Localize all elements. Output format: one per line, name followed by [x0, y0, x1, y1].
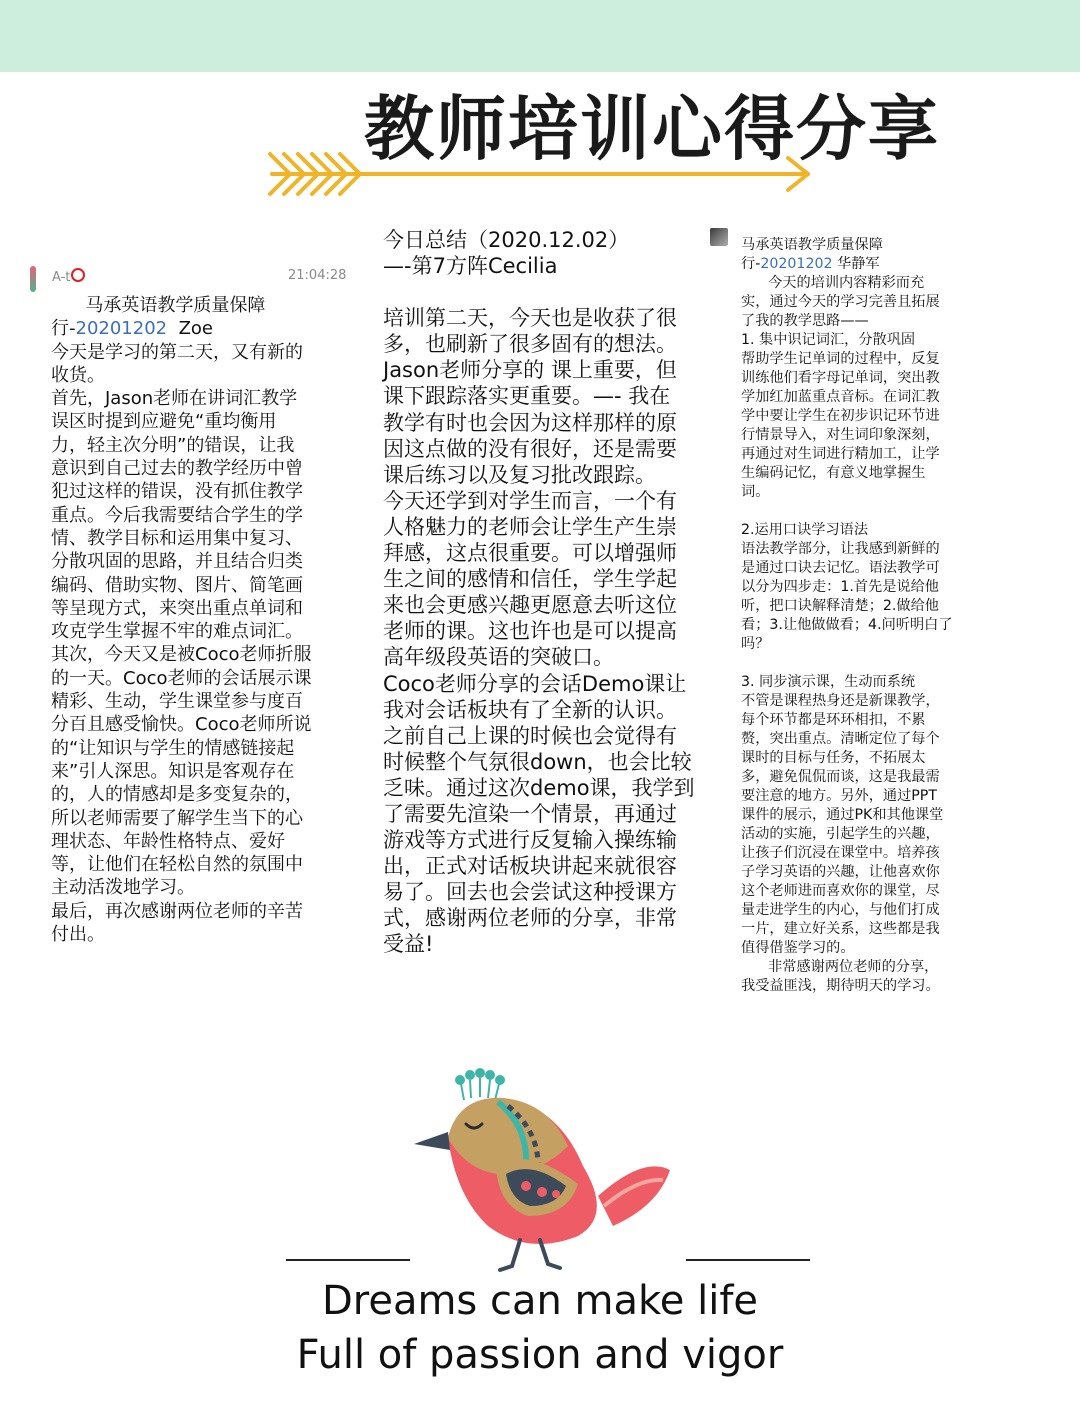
divider-line-right [686, 1259, 810, 1261]
right-note-author: 华静军 [832, 256, 880, 272]
left-note-card [30, 262, 350, 946]
chat-header [30, 262, 350, 292]
left-note-header-prefix: 行- [51, 318, 76, 340]
page-title: 教师培训心得分享 [364, 88, 940, 170]
slogan-line-2: Full of passion and vigor [296, 1332, 784, 1378]
slogan-line-1: Dreams can make life [321, 1278, 759, 1324]
red-ring-icon [71, 268, 85, 282]
bird-illustration-icon [408, 1066, 678, 1276]
chat-app-name: A-t [52, 268, 85, 285]
right-note-date-link[interactable]: 20201202 [760, 256, 833, 272]
avatar [710, 228, 728, 246]
decorative-arrow-icon [262, 148, 818, 200]
left-note-author: Zoe [167, 318, 213, 340]
left-note-text [51, 294, 341, 946]
right-note-header-prefix: 行- [741, 256, 761, 272]
middle-note-body: 培训第二天，今天也是收获了很 多，也刷新了很多固有的想法。 Jason老师分享的 课上重要，但 课下跟踪落实更重要。—- 我在 教学有时也会因为这样那样的原 因这点做的没有很好，还是需要 课后练习以及复习批改跟踪。 今天还学到对学生而言，一个有 人格魅力的老师会让学生产生崇 拜感，这点很重要。可以增强师 生之间的感情和信任，学生学起 来也会更感兴趣更愿意去听这位 老师的课。这也许也是可以提高 高年级段英语的突破口。 Coco老师分享的会话Demo课让 我对会话板块有了全新的认识。 之前自己上课的时候也会觉得有 时候整个气氛很down，也会比较 乏味。通过这次demo课，我学到 了需要先渲染一个情景，再通过 游戏等方式进行反复输入操练输 出，正式对话板块讲起来就很容 易了。回去也会尝试这种授课方 式，感谢两位老师的分享，非常 受益! [383, 306, 695, 957]
chat-marker-icon [30, 266, 36, 292]
middle-note-heading: 今日总结（2020.12.02） —-第7方阵Cecilia [383, 228, 630, 279]
middle-note-card [383, 227, 715, 958]
right-note-header-line1: 马承英语教学质量保障 [741, 237, 883, 253]
left-note-date-link[interactable]: 20201202 [75, 318, 168, 340]
left-note-header-line1: 马承英语教学质量保障 [51, 295, 266, 316]
top-color-band [0, 0, 1080, 72]
right-note-body: 今天的培训内容精彩而充 实，通过今天的学习完善且拓展 了我的教学思路—— 1. 集中识记词汇，分散巩固 帮助学生记单词的过程中，反复 训练他们看字母记单词，突出教 学加红加蓝重点音标。在词汇教 学中要让学生在初步识记环节进 行情景导入，对生词印象深刻， 再通过对生词进行精加工，让学 生编码记忆，有意义地掌握生 词。 2.运用口诀学习语法 语法教学部分，让我感到新鲜的 是通过口诀去记忆。语法教学可 以分为四步走：1.首先是说给他 听，把口诀解释清楚；2.做给他 看；3.让他做做看；4.问听明白了 吗？ 3. 同步演示课，生动而系统 不管是课程热身还是新课教学， 每个环节都是环环相扣，不累 赘，突出重点。清晰定位了每个 课时的目标与任务，不拓展太 多，避免侃侃而谈，这是我最需 要注意的地方。另外，通过PPT 课件的展示，通过PK和其他课堂 活动的实施，引起学生的兴趣， 让孩子们沉浸在课堂中。培养孩 子学习英语的兴趣，让他喜欢你 这个老师进而喜欢你的课堂，尽 量走进学生的内心，与他们打成 一片，建立好关系，这些都是我 值得借鉴学习的。 非常感谢两位老师的分享， 我受益匪浅，期待明天的学习。 [741, 275, 953, 994]
right-note-text [741, 236, 991, 996]
divider-line-left [286, 1259, 410, 1261]
chat-time: 21:04:28 [288, 268, 347, 283]
left-note-body: 今天是学习的第二天，又有新的 收货。 首先，Jason老师在讲词汇教学 误区时提到应避免“重均衡用 力，轻主次分明”的错误，让我 意识到自己过去的教学经历中曾 犯过这样的错误，没有抓住教学 重点。今后我需要结合学生的学 情、教学目标和运用集中复习、 分散巩固的思路，并且结合归类 编码、借助实物、图片、简笔画 等呈现方式，来突出重点单词和 攻克学生掌握不牢的难点词汇。 其次，今天又是被Coco老师折服 的一天。Coco老师的会话展示课 精彩、生动，学生课堂参与度百 分百且感受愉快。Coco老师所说 的“让知识与学生的情感链接起 来”引人深思。知识是客观存在 的，人的情感却是多变复杂的， 所以老师需要了解学生当下的心 理状态、年龄性格特点、爱好 等，让他们在轻松自然的氛围中 主动活泼地学习。 最后，再次感谢两位老师的辛苦 付出。 [51, 341, 312, 946]
